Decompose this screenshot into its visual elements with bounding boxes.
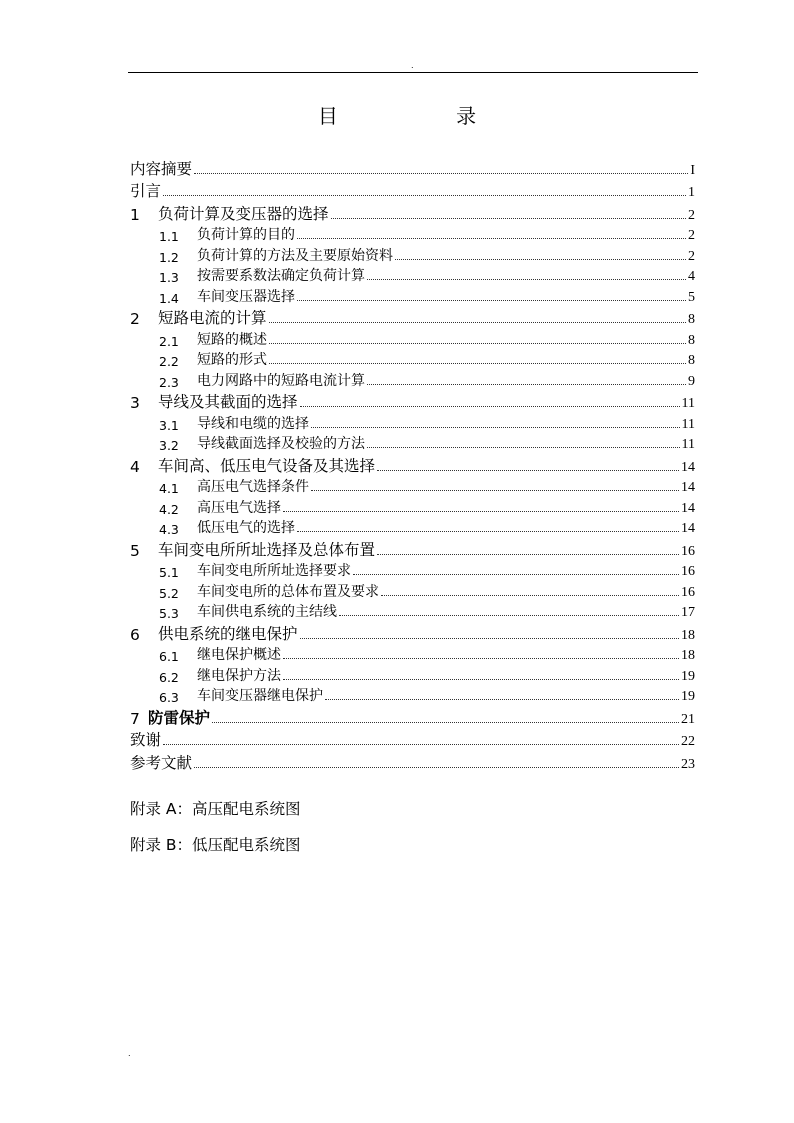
toc-number: 1.2 <box>159 249 179 265</box>
toc-leader <box>163 195 686 196</box>
toc-entry[interactable] <box>130 664 695 685</box>
toc-number: 5.1 <box>159 565 179 580</box>
toc-leader <box>311 490 679 491</box>
toc-page: 14 <box>681 480 695 495</box>
toc-page: 18 <box>681 627 695 643</box>
toc-title: 继电保护方法 <box>197 667 281 684</box>
toc-number: 1.1 <box>159 229 179 244</box>
toc-page: 23 <box>681 756 695 772</box>
toc-entry[interactable] <box>130 265 695 286</box>
toc-leader <box>377 554 679 555</box>
toc-leader <box>325 699 679 700</box>
toc-page: 16 <box>681 564 695 579</box>
toc-page: 14 <box>681 500 695 516</box>
toc-number: 6.1 <box>159 649 179 664</box>
header-mark: . <box>411 61 414 70</box>
toc-page: 1 <box>688 185 695 200</box>
footer-mark: . <box>128 1049 131 1058</box>
toc-title: 电力网路中的短路电流计算 <box>197 372 365 389</box>
toc-leader <box>283 658 679 659</box>
toc-leader <box>300 638 679 639</box>
toc-entry[interactable] <box>130 179 695 202</box>
toc-number: 4.1 <box>159 481 179 496</box>
toc-leader <box>194 767 679 768</box>
toc-entry[interactable] <box>130 537 695 560</box>
toc-page: 18 <box>681 648 695 663</box>
toc-page: 2 <box>688 228 695 243</box>
toc-entry[interactable] <box>130 224 695 245</box>
toc-leader <box>367 384 686 385</box>
toc-page: 9 <box>688 373 695 389</box>
toc-number: 3 <box>130 394 140 412</box>
toc-entry[interactable] <box>130 496 695 517</box>
toc-number: 5.3 <box>159 606 179 621</box>
toc-title: 车间变压器选择 <box>197 288 295 305</box>
toc-number: 3.1 <box>159 417 179 433</box>
toc-title: 按需要系数法确定负荷计算 <box>197 268 365 284</box>
toc-entry[interactable] <box>130 433 695 454</box>
toc-leader <box>297 531 679 532</box>
toc-entry[interactable] <box>130 560 695 581</box>
toc-entry[interactable] <box>130 621 695 644</box>
toc-entry[interactable] <box>130 685 695 706</box>
toc-leader <box>269 363 686 364</box>
toc-page: 17 <box>681 605 695 620</box>
toc-page: 11 <box>681 396 695 411</box>
toc-title: 短路的形式 <box>197 352 267 368</box>
appendix-a[interactable]: 附录 A：高压配电系统图 <box>130 800 301 818</box>
toc-entry[interactable] <box>130 517 695 538</box>
toc-leader <box>331 218 686 219</box>
toc-page: 19 <box>681 689 695 704</box>
toc-entry[interactable] <box>130 306 695 329</box>
toc-leader <box>269 322 686 323</box>
toc-title: 导线及其截面的选择 <box>158 393 298 411</box>
toc-title: 防雷保护 <box>148 708 211 727</box>
toc-entry[interactable] <box>130 728 695 751</box>
toc-number: 2.3 <box>159 374 179 390</box>
toc-page: 19 <box>681 668 695 684</box>
toc-leader <box>283 679 679 680</box>
toc-entry[interactable] <box>130 390 695 413</box>
toc-title: 负荷计算的目的 <box>197 227 295 243</box>
toc-number: 1.3 <box>159 270 179 285</box>
toc-number: 4.3 <box>159 522 179 537</box>
toc-number: 4.2 <box>159 501 179 517</box>
toc-title: 车间变压器继电保护 <box>197 688 323 704</box>
toc-leader <box>212 722 679 723</box>
toc-title: 高压电气选择条件 <box>197 479 309 495</box>
toc-page: 2 <box>688 248 695 264</box>
toc-entry[interactable] <box>130 328 695 349</box>
toc-leader <box>311 427 680 428</box>
toc-leader <box>381 595 679 596</box>
toc-number: 5.2 <box>159 585 179 601</box>
toc-page: 5 <box>688 289 695 305</box>
toc-leader <box>395 259 686 260</box>
toc-title: 引言 <box>130 182 162 200</box>
toc-page: 14 <box>681 459 695 475</box>
toc-leader <box>367 447 680 448</box>
toc-title: 致谢 <box>130 731 162 749</box>
toc-title: 高压电气选择 <box>197 499 281 516</box>
toc-title: 车间高、低压电气设备及其选择 <box>158 456 376 475</box>
toc-title: 车间变电所的总体布置及要求 <box>197 583 379 600</box>
toc-title: 负荷计算的方法及主要原始资料 <box>197 247 393 264</box>
toc-title: 低压电气的选择 <box>197 520 295 536</box>
toc-entry[interactable] <box>130 476 695 497</box>
toc-leader <box>283 511 679 512</box>
toc-title: 短路的概述 <box>197 331 267 348</box>
toc-leader <box>377 470 679 471</box>
appendix-b[interactable]: 附录 B：低压配电系统图 <box>130 836 301 854</box>
toc-page: 8 <box>688 332 695 348</box>
toc-leader <box>339 615 679 616</box>
toc-leader <box>300 406 680 407</box>
toc-title: 短路电流的计算 <box>158 309 267 327</box>
toc-number: 6 <box>130 625 140 644</box>
toc-title: 车间供电系统的主结线 <box>197 604 337 620</box>
toc-entry[interactable] <box>130 705 695 728</box>
toc-leader <box>297 238 686 239</box>
toc-title: 负荷计算及变压器的选择 <box>158 204 329 223</box>
toc-page: 16 <box>681 584 695 600</box>
toc-entry[interactable] <box>130 369 695 390</box>
toc-leader <box>163 744 679 745</box>
toc-number: 6.3 <box>159 690 179 705</box>
toc-page: 8 <box>688 353 695 368</box>
toc-number: 2.2 <box>159 354 179 369</box>
table-of-contents <box>130 156 695 773</box>
toc-page: 4 <box>688 269 695 284</box>
toc-page: 22 <box>681 734 695 749</box>
toc-entry[interactable] <box>130 750 695 773</box>
toc-title: 车间变电所所址选择及总体布置 <box>158 540 376 559</box>
toc-entry[interactable] <box>130 601 695 622</box>
toc-title: 导线和电缆的选择 <box>197 415 309 432</box>
toc-leader <box>353 574 679 575</box>
toc-entry[interactable] <box>130 201 695 224</box>
toc-page: 11 <box>681 416 695 432</box>
toc-leader <box>297 300 686 301</box>
toc-title: 继电保护概述 <box>197 647 281 663</box>
toc-number: 1 <box>130 205 140 224</box>
toc-entry[interactable] <box>130 285 695 306</box>
toc-leader <box>269 343 686 344</box>
toc-page: I <box>690 162 695 178</box>
toc-entry[interactable] <box>130 580 695 601</box>
toc-number: 6.2 <box>159 669 179 685</box>
toc-number: 5 <box>130 541 140 560</box>
toc-title: 车间变电所所址选择要求 <box>197 563 351 579</box>
toc-entry[interactable] <box>130 349 695 370</box>
toc-number: 2.1 <box>159 333 179 349</box>
toc-title: 参考文献 <box>130 753 193 772</box>
toc-page: 2 <box>688 207 695 223</box>
toc-leader <box>367 279 686 280</box>
toc-page: 8 <box>688 312 695 327</box>
toc-entry[interactable] <box>130 453 695 476</box>
header-rule <box>128 72 698 73</box>
toc-page: 14 <box>681 521 695 536</box>
toc-number: 7 <box>130 709 140 728</box>
toc-title: 内容摘要 <box>130 159 193 178</box>
toc-entry[interactable] <box>130 644 695 665</box>
toc-entry[interactable] <box>130 412 695 433</box>
toc-number: 1.4 <box>159 290 179 306</box>
page-title: 目 录 <box>317 104 533 128</box>
toc-leader <box>194 173 688 174</box>
toc-title: 供电系统的继电保护 <box>158 624 298 643</box>
toc-number: 2 <box>130 310 140 328</box>
toc-page: 21 <box>681 711 695 727</box>
toc-number: 4 <box>130 457 140 476</box>
toc-page: 16 <box>681 543 695 559</box>
toc-entry[interactable] <box>130 244 695 265</box>
toc-page: 11 <box>681 437 695 452</box>
toc-title: 导线截面选择及校验的方法 <box>197 436 365 452</box>
toc-number: 3.2 <box>159 438 179 453</box>
toc-entry[interactable] <box>130 156 695 179</box>
